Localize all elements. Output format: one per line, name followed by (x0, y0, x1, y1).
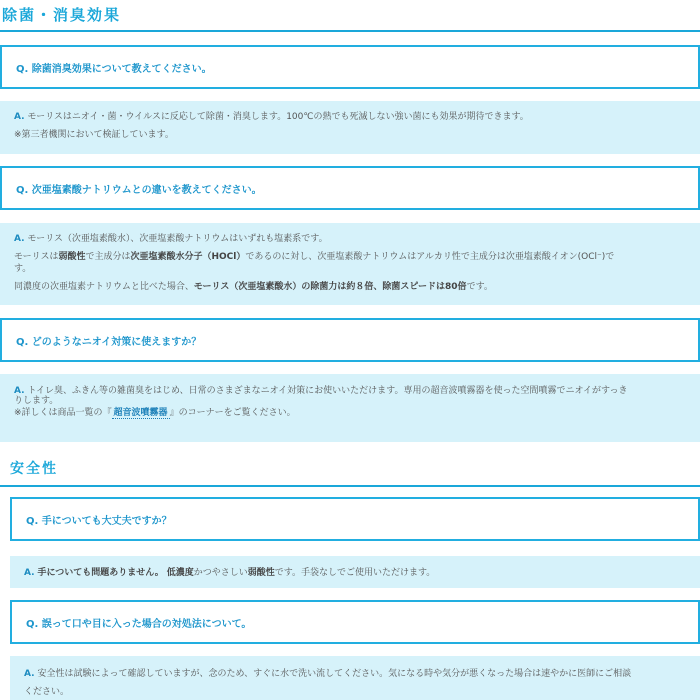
faq-answer-odor-uses (0, 374, 700, 442)
answer-text: りします。 (14, 396, 59, 406)
answer-bold-no-problem: 手についても問題ありません。 (37, 568, 164, 578)
answer-label: A. (24, 669, 35, 679)
faq-question-odor-uses[interactable] (0, 318, 700, 362)
section-title-safety: 安全性 (0, 455, 700, 487)
answer-text: 同濃度の次亜塩素ナトリウムと比べた場合、 (14, 282, 194, 292)
faq-answer-hypochlorite-difference (0, 223, 700, 305)
question-text: Q. 除菌消臭効果について教えてください。 (16, 63, 212, 75)
faq-answer-sanitize-effect (0, 101, 700, 154)
question-text: Q. どのようなニオイ対策に使えますか？ (16, 336, 202, 348)
question-text: Q. 次亜塩素酸ナトリウムとの違いを教えてください。 (16, 184, 262, 196)
answer-label: A. (14, 386, 25, 396)
answer-text: モーリスはニオイ・菌・ウイルスに反応して除菌・消臭します。100℃の熱でも死滅しない強い菌にも効果が期待できます。 (27, 112, 529, 122)
faq-question-hand-safety[interactable] (10, 497, 700, 541)
answer-text: であるのに対し、次亜塩素酸ナトリウムはアルカリ性で主成分は次亜塩素酸イオン(OCl⁻)で (245, 252, 615, 262)
answer-text: 安全性は試験によって確認していますが、念のため、すぐに水で洗い流してください。気になる時や気分が悪くなった場合は速やかに医師にご相談 (37, 669, 632, 679)
answer-text: かつやさしい (193, 568, 248, 578)
answer-bold-hocl: 次亜塩素酸水分子（HOCl） (130, 252, 246, 262)
answer-text: ください。 (24, 687, 70, 697)
answer-text: ※詳しくは商品一覧の『 (14, 408, 112, 418)
answer-label: A. (14, 112, 25, 122)
faq-question-sanitize-effect[interactable] (0, 45, 700, 89)
answer-note: ※第三者機関において検証しています。 (14, 130, 174, 140)
answer-text: です。手袋なしでご使用いただけます。 (274, 568, 436, 578)
answer-label: A. (24, 568, 35, 578)
faq-answer-hand-safety (10, 556, 700, 588)
answer-text: トイレ臭、ふきん等の雑菌臭をはじめ、日常のさまざまなニオイ対策にお使いいただけます。専用の超音波噴霧器を使った空間噴霧でニオイがすっき (27, 386, 628, 396)
question-text: Q. 誤って口や目に入った場合の対処法について。 (26, 618, 252, 630)
answer-text: す。 (14, 264, 32, 274)
answer-bold-weak-acid: 弱酸性 (247, 568, 275, 578)
faq-answer-accidental-contact (10, 656, 700, 700)
answer-text: 』のコーナーをご覧ください。 (169, 408, 296, 418)
answer-label: A. (14, 234, 25, 244)
answer-text: モーリスは (14, 252, 59, 262)
answer-text: です。 (466, 282, 493, 292)
answer-text: で主成分は (85, 252, 131, 262)
section-title-sanitize: 除菌・消臭効果 (0, 0, 700, 32)
faq-question-hypochlorite-difference[interactable] (0, 166, 700, 210)
answer-text: モーリス（次亜塩素酸水）、次亜塩素酸ナトリウムはいずれも塩素系です。 (27, 234, 328, 244)
faq-question-accidental-contact[interactable] (10, 600, 700, 644)
answer-bold-weak-acid: 弱酸性 (58, 252, 86, 262)
ultrasonic-sprayer-link[interactable]: 超音波噴霧器 (113, 408, 168, 418)
answer-bold-power: モーリス（次亜塩素酸水）の除菌力は約８倍、除菌スピードは80倍 (193, 282, 467, 292)
answer-bold-low-concentration: 低濃度 (166, 568, 194, 578)
question-text: Q. 手についても大丈夫ですか？ (26, 515, 172, 527)
